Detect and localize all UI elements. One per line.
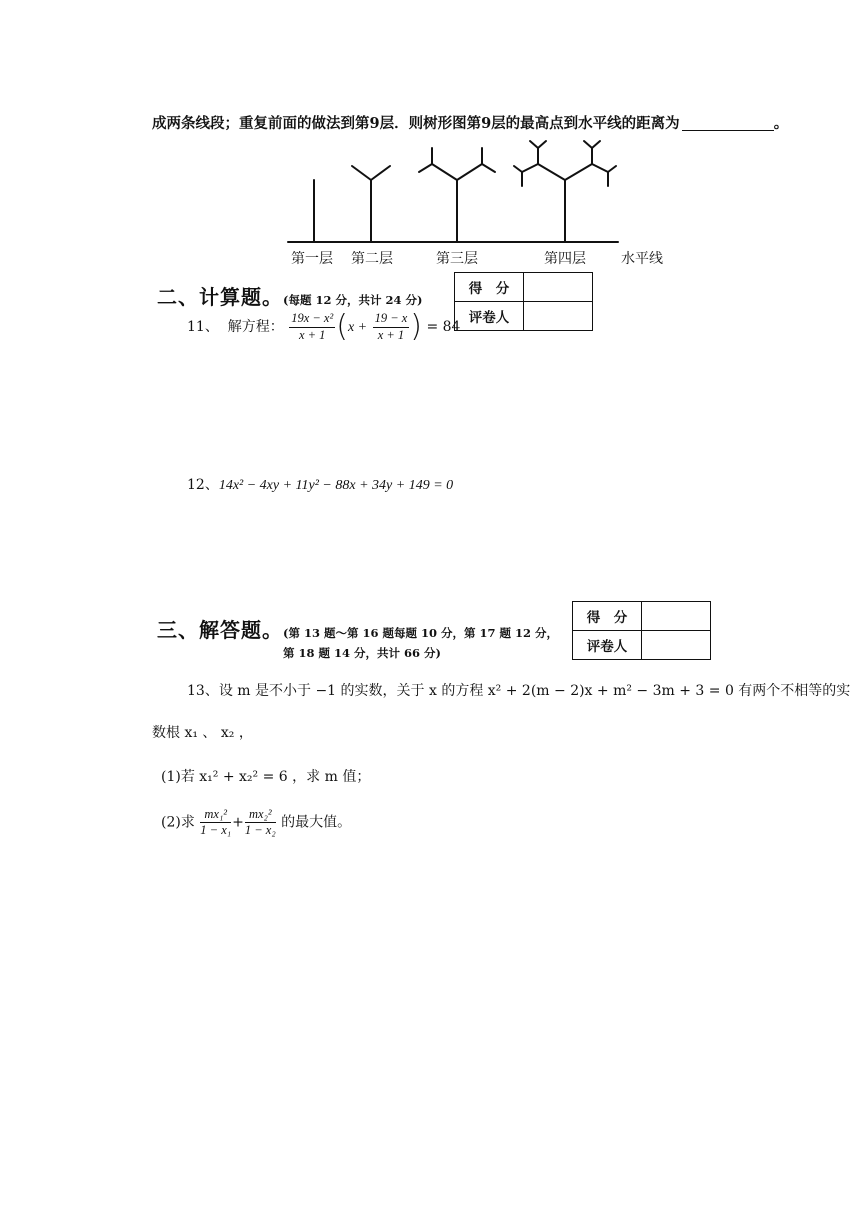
- level-label-2: 第二层: [351, 251, 393, 267]
- q11-prompt: 解方程：: [227, 319, 284, 335]
- level-label-1: 第一层: [291, 251, 333, 267]
- q11-fraction-1: [289, 312, 335, 341]
- grader-cell[interactable]: [642, 631, 711, 660]
- question-12: [187, 474, 453, 494]
- q13-den2: 1 − x₂: [244, 823, 276, 838]
- q11-num2: 19 − x: [373, 312, 410, 327]
- q11-den2: x + 1: [377, 327, 405, 342]
- q11-den1: x + 1: [298, 327, 326, 342]
- score-cell[interactable]: [642, 602, 711, 631]
- baseline-label: 水平线: [621, 251, 663, 267]
- q13-part2-prefix: (2)求: [161, 814, 195, 831]
- question-13-part1: (1)若 x₁² + x₂² = 6 ，求 m 值；: [161, 769, 371, 785]
- intro-text: 成两条线段；重复前面的做法到第9层．则树形图第9层的最高点到水平线的距离为: [152, 115, 680, 132]
- question-13-part2: (2)求 $\frac{\text{mx₁²}}{\text{1 − x₁}}$ + $\frac{\text{mx₂²}}{\text{1 − x₂}}$ 的最大值。: [161, 807, 352, 838]
- question-11: [187, 309, 461, 344]
- left-paren: (: [336, 309, 348, 344]
- q11-mid: x +: [347, 320, 368, 335]
- section2-heading: [157, 281, 422, 310]
- level-label-3: 第三层: [436, 251, 478, 267]
- grader-label: 评卷人: [455, 302, 524, 331]
- q11-num1: 19x − x²: [289, 312, 335, 327]
- question-13-line2: 数根 x₁ 、 x₂ ，: [152, 725, 253, 741]
- section3-score-table: [572, 601, 711, 660]
- level-label-4: 第四层: [544, 251, 586, 267]
- q13-part2-suffix: 的最大值。: [281, 814, 352, 831]
- section2-title: 二、计算题。: [157, 285, 283, 309]
- q11-number: 11、: [187, 319, 219, 335]
- intro-line: [152, 112, 788, 133]
- section3-title: 三、解答题。: [157, 618, 283, 642]
- tree-level-4: [514, 141, 616, 242]
- q12-number: 12、: [187, 477, 219, 493]
- score-label: 得 分: [455, 273, 524, 302]
- section2-score-table: [454, 272, 593, 331]
- q13-num2: mx₂²: [245, 808, 276, 823]
- q12-expr: 14x² − 4xy + 11y² − 88x + 34y + 149 = 0: [218, 478, 454, 493]
- score-cell[interactable]: [524, 273, 593, 302]
- q13-fraction-2: [245, 808, 276, 837]
- intro-end: 。: [773, 115, 789, 132]
- tree-level-3: [419, 148, 495, 242]
- right-paren: ): [410, 309, 423, 344]
- q11-fraction-2: [373, 312, 410, 341]
- grader-label: 评卷人: [573, 631, 642, 660]
- section3-note-line1: (第 13 题～第 16 题每题 10 分，第 17 题 12 分，: [283, 626, 558, 640]
- section2-note: (每题 12 分，共计 24 分): [283, 293, 423, 307]
- tree-level-2: [352, 166, 390, 242]
- section3-note-line2: 第 18 题 14 分，共计 66 分): [283, 646, 441, 660]
- section3-heading: [157, 614, 558, 643]
- q13-fraction-1: [200, 808, 231, 837]
- q13-num1: mx₁²: [200, 808, 231, 823]
- q13-den1: 1 − x₁: [200, 823, 232, 838]
- grader-cell[interactable]: [524, 302, 593, 331]
- tree-figure: [280, 134, 680, 264]
- question-13-line1: 13、设 m 是不小于 −1 的实数，关于 x 的方程 x² + 2(m − 2)x + m² − 3m + 3 = 0 有两个不相等的实: [187, 683, 851, 699]
- score-label: 得 分: [573, 602, 642, 631]
- answer-blank[interactable]: [682, 116, 774, 131]
- q11-rhs: = 84: [426, 319, 461, 335]
